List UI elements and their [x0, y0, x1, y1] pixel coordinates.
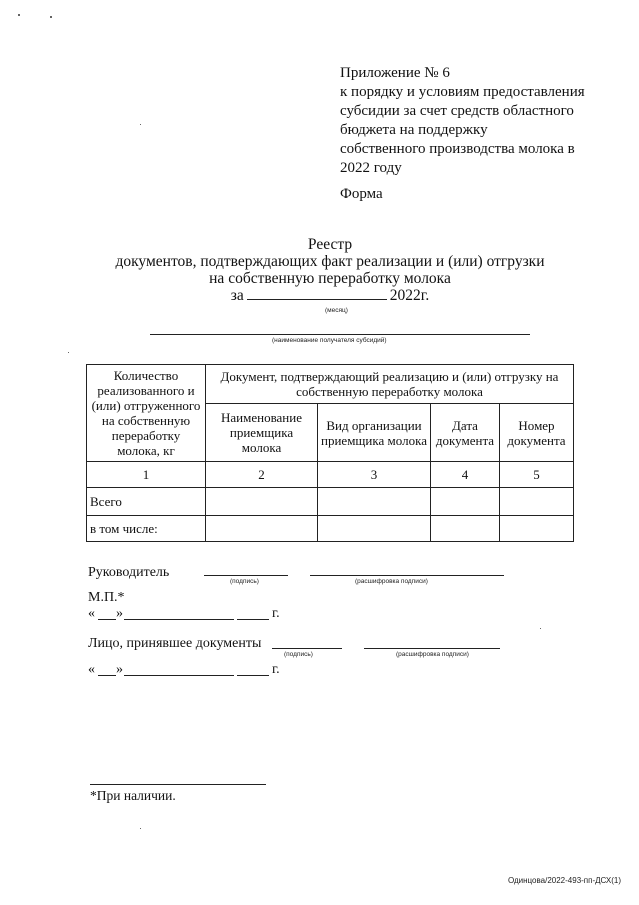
table-cell[interactable] [206, 488, 318, 516]
header-document-number: Номер документа [500, 404, 574, 462]
head-signature-line[interactable] [204, 575, 288, 576]
month-caption: (месяц) [325, 307, 348, 314]
receiver-decoding-line[interactable] [364, 648, 500, 649]
table-cell[interactable] [500, 516, 574, 542]
period-suffix: 2022г. [389, 287, 430, 304]
period-prefix: за [230, 287, 244, 304]
scan-speck [50, 16, 52, 18]
year-suffix: г. [272, 662, 280, 677]
receiver-signature-line[interactable] [272, 648, 342, 649]
table-cell[interactable] [431, 488, 500, 516]
table-cell[interactable] [318, 488, 431, 516]
table-cell[interactable] [431, 516, 500, 542]
year-suffix: г. [272, 606, 280, 621]
title-line: Реестр [307, 236, 353, 253]
footer-document-code: Одинцова/2022-493-пп-ДСХ(1) [507, 876, 621, 885]
appendix-line: к порядку и условиям предоставления [340, 84, 585, 100]
date-open-quote: « [88, 662, 95, 677]
receiver-label: Лицо, принявшее документы [88, 636, 262, 651]
decoding-caption: (расшифровка подписи) [355, 578, 428, 585]
registry-table [86, 364, 574, 542]
table-cell[interactable] [206, 516, 318, 542]
scan-speck [18, 14, 20, 16]
scan-speck [140, 124, 141, 125]
column-number: 3 [318, 462, 431, 488]
header-document-date: Дата документа [431, 404, 500, 462]
header-organization-type: Вид организации приемщика молока [318, 404, 431, 462]
title-line: на собственную переработку молока [209, 270, 451, 287]
appendix-line: бюджета на поддержку [340, 122, 488, 138]
title-line: документов, подтверждающих факт реализации и (или) отгрузки [115, 253, 545, 270]
seal-label: М.П.* [88, 590, 125, 605]
date-close-quote: » [116, 662, 123, 677]
column-number: 4 [431, 462, 500, 488]
row-including-label: в том числе: [87, 516, 206, 542]
date-month-blank[interactable] [124, 619, 234, 620]
head-label: Руководитель [88, 565, 170, 580]
appendix-line: собственного производства молока в [340, 141, 575, 157]
recipient-line[interactable] [150, 334, 530, 335]
appendix-line: субсидии за счет средств областного [340, 103, 574, 119]
header-receiver-name: Наименование приемщика молока [206, 404, 318, 462]
footnote-separator [90, 784, 266, 785]
date-day-blank[interactable] [98, 675, 116, 676]
row-total-label: Всего [87, 488, 206, 516]
scan-speck [140, 828, 141, 829]
header-quantity: Количество реализованного и (или) отгруженного на собственную переработку молока, кг [87, 365, 206, 462]
document-title [100, 236, 560, 304]
appendix-line: Приложение № 6 [340, 65, 450, 81]
period-line [100, 287, 560, 304]
date-open-quote: « [88, 606, 95, 621]
appendix-line: 2022 году [340, 160, 402, 176]
table-cell[interactable] [318, 516, 431, 542]
month-blank[interactable] [247, 287, 387, 300]
header-document-group: Документ, подтверждающий реализацию и (или) отгрузку на собственную переработку молока [206, 365, 574, 404]
scan-speck [540, 628, 541, 629]
date-month-blank[interactable] [124, 675, 234, 676]
date-close-quote: » [116, 606, 123, 621]
footnote: *При наличии. [90, 788, 176, 803]
date-day-blank[interactable] [98, 619, 116, 620]
head-decoding-line[interactable] [310, 575, 504, 576]
signature-caption: (подпись) [284, 651, 313, 658]
table-cell[interactable] [500, 488, 574, 516]
date-year-blank[interactable] [237, 675, 269, 676]
decoding-caption: (расшифровка подписи) [396, 651, 469, 658]
column-number: 1 [87, 462, 206, 488]
column-number: 2 [206, 462, 318, 488]
signature-caption: (подпись) [230, 578, 259, 585]
column-number: 5 [500, 462, 574, 488]
recipient-caption: (наименование получателя субсидий) [272, 337, 387, 344]
scan-speck [68, 352, 69, 353]
form-label: Форма [340, 186, 383, 202]
date-year-blank[interactable] [237, 619, 269, 620]
appendix-header [340, 64, 630, 178]
